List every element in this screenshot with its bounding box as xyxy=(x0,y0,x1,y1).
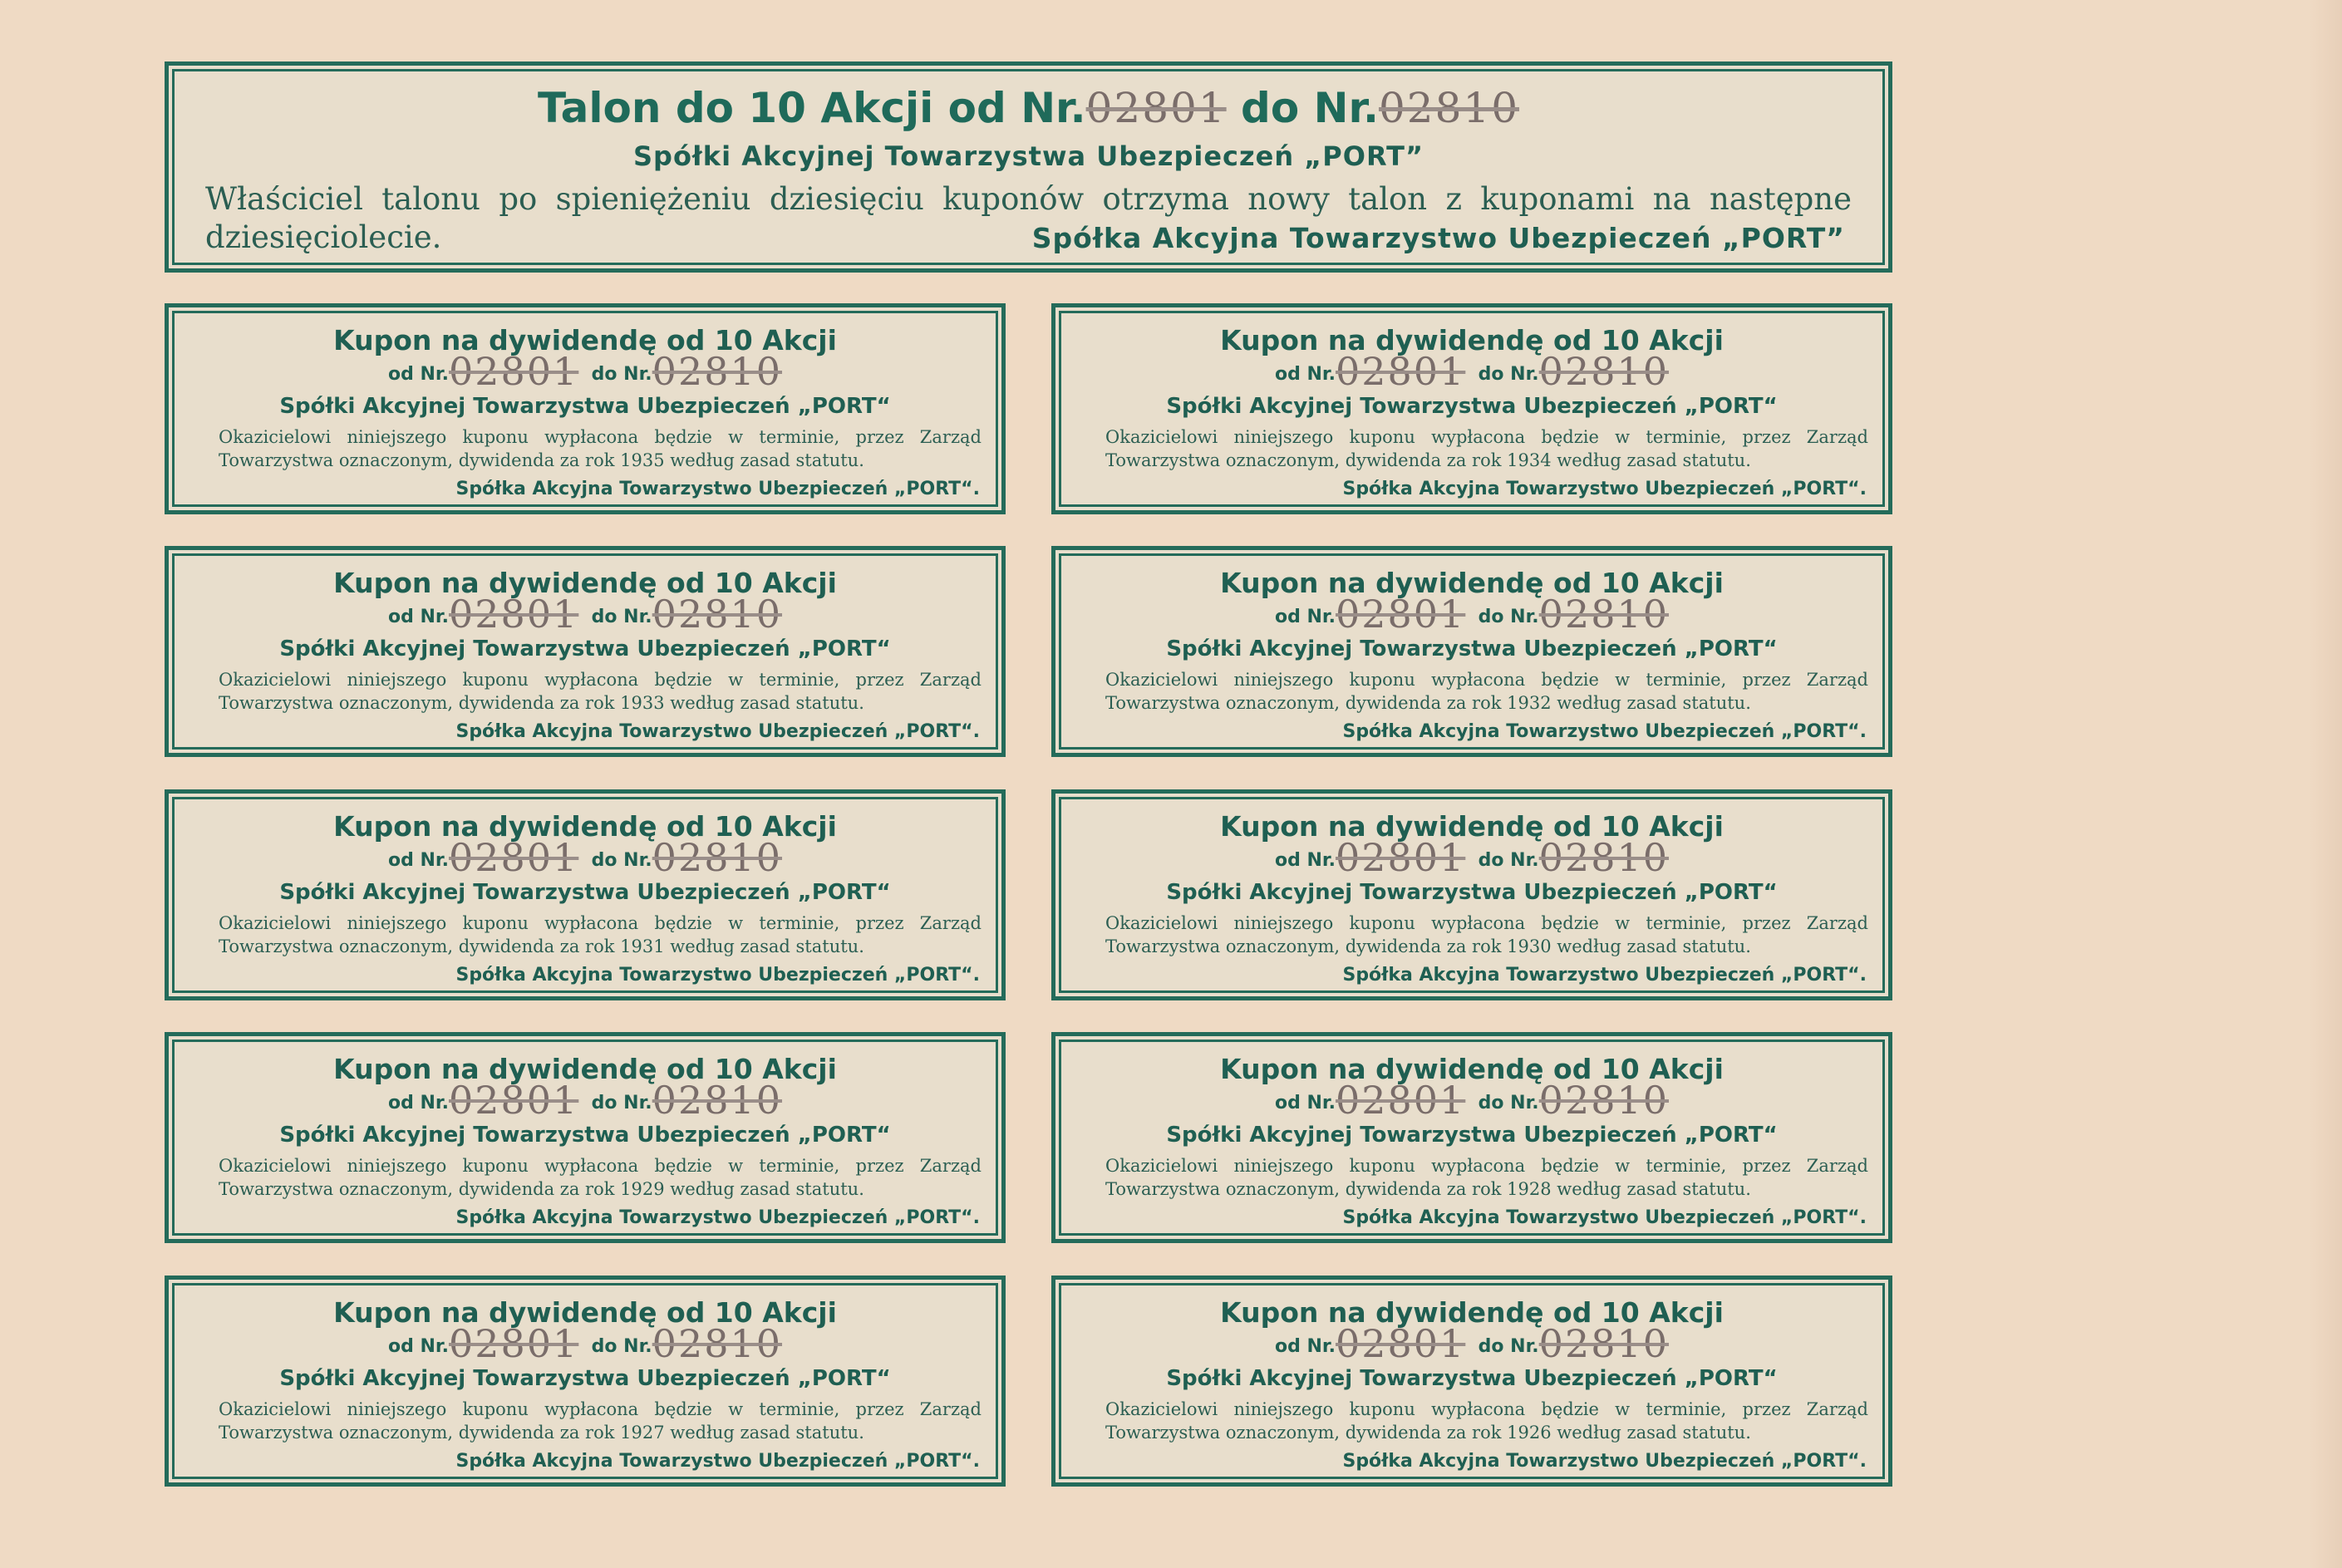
coupon-from-label: od Nr. xyxy=(387,364,449,385)
coupon-from-number: 02801 xyxy=(1335,592,1466,637)
coupon-to-number: 02810 xyxy=(652,592,783,637)
coupon-company: Spółki Akcyjnej Towarzystwa Ubezpieczeń „PORT“ xyxy=(1166,1123,1778,1148)
dividend-coupon xyxy=(1051,303,1892,514)
coupon-text: Okazicielowi niniejszego kuponu wypłacona będzie w terminie, przez Zarząd Towarzystwa oznaczonym, dywidenda za rok 1926 według zasad statutu. xyxy=(1105,1399,1868,1443)
coupon-company: Spółki Akcyjnej Towarzystwa Ubezpieczeń „PORT“ xyxy=(279,1123,891,1148)
coupon-signature: Spółka Akcyjna Towarzystwo Ubezpieczeń „PORT“. xyxy=(1342,965,1867,986)
coupon-number-range xyxy=(1055,349,1888,394)
coupon-to-number: 02810 xyxy=(1538,592,1670,637)
coupon-from-label: od Nr. xyxy=(1274,1093,1336,1113)
coupon-signature: Spółka Akcyjna Towarzystwo Ubezpieczeń „PORT“. xyxy=(1342,479,1867,499)
coupon-from-label: od Nr. xyxy=(1274,850,1336,871)
coupon-from-number: 02801 xyxy=(448,592,579,637)
dividend-coupon xyxy=(165,789,1006,1000)
coupon-to-number: 02810 xyxy=(652,1078,783,1123)
coupon-title: Kupon na dywidendę od 10 Akcji xyxy=(333,810,837,843)
coupon-company: Spółki Akcyjnej Towarzystwa Ubezpieczeń „PORT“ xyxy=(1166,880,1778,905)
coupon-company: Spółki Akcyjnej Towarzystwa Ubezpieczeń „PORT“ xyxy=(1166,394,1778,419)
coupon-from-label: od Nr. xyxy=(1274,364,1336,385)
coupon-signature: Spółka Akcyjna Towarzystwo Ubezpieczeń „PORT“. xyxy=(455,479,980,499)
dividend-coupon xyxy=(165,1032,1006,1243)
coupon-company: Spółki Akcyjnej Towarzystwa Ubezpieczeń „PORT“ xyxy=(279,1366,891,1391)
dividend-coupon xyxy=(165,1276,1006,1487)
coupon-signature: Spółka Akcyjna Towarzystwo Ubezpieczeń „PORT“. xyxy=(455,721,980,742)
coupon-from-label: od Nr. xyxy=(387,1093,449,1113)
coupon-to-number: 02810 xyxy=(1538,835,1670,880)
coupon-title: Kupon na dywidendę od 10 Akcji xyxy=(333,1296,837,1329)
dividend-coupon xyxy=(1051,1276,1892,1487)
talon-from-number: 02801 xyxy=(1085,84,1227,132)
coupon-to-label: do Nr. xyxy=(1478,364,1539,385)
coupon-number-range xyxy=(169,835,1001,880)
dividend-coupon xyxy=(1051,546,1892,757)
coupon-to-label: do Nr. xyxy=(1478,1093,1539,1113)
coupon-company: Spółki Akcyjnej Towarzystwa Ubezpieczeń „PORT“ xyxy=(279,637,891,661)
coupon-to-label: do Nr. xyxy=(591,607,652,627)
paper-edge xyxy=(2309,0,2342,1568)
coupon-text: Okazicielowi niniejszego kuponu wypłacona będzie w terminie, przez Zarząd Towarzystwa oznaczonym, dywidenda za rok 1930 według zasad statutu. xyxy=(1105,913,1868,956)
coupon-from-number: 02801 xyxy=(448,1078,579,1123)
coupon-to-label: do Nr. xyxy=(1478,1336,1539,1357)
coupon-from-number: 02801 xyxy=(1335,349,1466,394)
coupon-number-range xyxy=(1055,835,1888,880)
coupon-number-range xyxy=(169,349,1001,394)
talon-to-number: 02810 xyxy=(1378,84,1520,132)
coupon-text: Okazicielowi niniejszego kuponu wypłacona będzie w terminie, przez Zarząd Towarzystwa oznaczonym, dywidenda za rok 1934 według zasad statutu. xyxy=(1105,427,1868,470)
talon-company: Spółki Akcyjnej Towarzystwa Ubezpieczeń „PORT” xyxy=(632,140,1424,172)
dividend-coupon xyxy=(1051,789,1892,1000)
coupon-from-number: 02801 xyxy=(1335,1078,1466,1123)
coupon-title: Kupon na dywidendę od 10 Akcji xyxy=(1220,810,1724,843)
coupon-signature: Spółka Akcyjna Towarzystwo Ubezpieczeń „PORT“. xyxy=(455,965,980,986)
coupon-to-label: do Nr. xyxy=(591,1093,652,1113)
coupon-from-number: 02801 xyxy=(448,349,579,394)
coupon-signature: Spółka Akcyjna Towarzystwo Ubezpieczeń „PORT“. xyxy=(1342,721,1867,742)
dividend-coupon xyxy=(165,546,1006,757)
talon-title-prefix: Talon do 10 Akcji od Nr. xyxy=(537,84,1086,132)
coupon-text: Okazicielowi niniejszego kuponu wypłacona będzie w terminie, przez Zarząd Towarzystwa oznaczonym, dywidenda za rok 1933 według zasad statutu. xyxy=(219,670,982,713)
coupon-company: Spółki Akcyjnej Towarzystwa Ubezpieczeń „PORT“ xyxy=(279,880,891,905)
dividend-coupon xyxy=(165,303,1006,514)
coupon-title: Kupon na dywidendę od 10 Akcji xyxy=(1220,1296,1724,1329)
coupon-number-range xyxy=(1055,1078,1888,1123)
coupon-signature: Spółka Akcyjna Towarzystwo Ubezpieczeń „PORT“. xyxy=(1342,1451,1867,1472)
coupon-to-number: 02810 xyxy=(652,835,783,880)
coupon-to-number: 02810 xyxy=(1538,1078,1670,1123)
coupon-from-number: 02801 xyxy=(1335,1321,1466,1366)
coupon-number-range xyxy=(169,1321,1001,1366)
coupon-text: Okazicielowi niniejszego kuponu wypłacona będzie w terminie, przez Zarząd Towarzystwa oznaczonym, dywidenda za rok 1927 według zasad statutu. xyxy=(219,1399,982,1443)
coupon-company: Spółki Akcyjnej Towarzystwa Ubezpieczeń „PORT“ xyxy=(1166,1366,1778,1391)
coupon-number-range xyxy=(169,592,1001,637)
coupon-from-label: od Nr. xyxy=(387,1336,449,1357)
coupon-signature: Spółka Akcyjna Towarzystwo Ubezpieczeń „PORT“. xyxy=(455,1207,980,1228)
coupon-to-label: do Nr. xyxy=(591,364,652,385)
coupon-number-range xyxy=(169,1078,1001,1123)
talon-box xyxy=(165,61,1892,273)
coupon-from-label: od Nr. xyxy=(387,850,449,871)
coupon-text: Okazicielowi niniejszego kuponu wypłacona będzie w terminie, przez Zarząd Towarzystwa oznaczonym, dywidenda za rok 1931 według zasad statutu. xyxy=(219,913,982,956)
coupon-to-label: do Nr. xyxy=(1478,607,1539,627)
coupon-from-label: od Nr. xyxy=(1274,607,1336,627)
coupon-number-range xyxy=(1055,592,1888,637)
coupon-title: Kupon na dywidendę od 10 Akcji xyxy=(333,324,837,356)
coupon-signature: Spółka Akcyjna Towarzystwo Ubezpieczeń „PORT“. xyxy=(455,1451,980,1472)
coupon-signature: Spółka Akcyjna Towarzystwo Ubezpieczeń „PORT“. xyxy=(1342,1207,1867,1228)
coupon-title: Kupon na dywidendę od 10 Akcji xyxy=(1220,324,1724,356)
coupon-from-label: od Nr. xyxy=(387,607,449,627)
coupon-to-label: do Nr. xyxy=(591,850,652,871)
coupon-from-number: 02801 xyxy=(1335,835,1466,880)
dividend-coupon xyxy=(1051,1032,1892,1243)
coupon-title: Kupon na dywidendę od 10 Akcji xyxy=(1220,1053,1724,1085)
coupon-company: Spółki Akcyjnej Towarzystwa Ubezpieczeń „PORT“ xyxy=(279,394,891,419)
coupon-to-label: do Nr. xyxy=(1478,850,1539,871)
coupon-title: Kupon na dywidendę od 10 Akcji xyxy=(333,1053,837,1085)
coupon-to-number: 02810 xyxy=(652,349,783,394)
coupon-to-number: 02810 xyxy=(1538,349,1670,394)
coupon-from-number: 02801 xyxy=(448,1321,579,1366)
coupon-company: Spółki Akcyjnej Towarzystwa Ubezpieczeń „PORT“ xyxy=(1166,637,1778,661)
coupon-from-number: 02801 xyxy=(448,835,579,880)
coupon-to-number: 02810 xyxy=(652,1321,783,1366)
coupon-to-number: 02810 xyxy=(1538,1321,1670,1366)
coupon-text: Okazicielowi niniejszego kuponu wypłacona będzie w terminie, przez Zarząd Towarzystwa oznaczonym, dywidenda za rok 1932 według zasad statutu. xyxy=(1105,670,1868,713)
talon-notice: Właściciel talonu po spieniężeniu dziesięciu kuponów otrzyma nowy talon z kuponami na następne dziesięciolecie. xyxy=(205,181,1852,255)
coupon-text: Okazicielowi niniejszego kuponu wypłacona będzie w terminie, przez Zarząd Towarzystwa oznaczonym, dywidenda za rok 1928 według zasad statutu. xyxy=(1105,1156,1868,1199)
coupon-text: Okazicielowi niniejszego kuponu wypłacona będzie w terminie, przez Zarząd Towarzystwa oznaczonym, dywidenda za rok 1935 według zasad statutu. xyxy=(219,427,982,470)
coupon-number-range xyxy=(1055,1321,1888,1366)
coupon-title: Kupon na dywidendę od 10 Akcji xyxy=(1220,567,1724,599)
talon-title xyxy=(169,84,1888,132)
coupon-from-label: od Nr. xyxy=(1274,1336,1336,1357)
coupon-title: Kupon na dywidendę od 10 Akcji xyxy=(333,567,837,599)
talon-signature: Spółka Akcyjna Towarzystwo Ubezpieczeń „PORT” xyxy=(1031,222,1845,254)
coupon-text: Okazicielowi niniejszego kuponu wypłacona będzie w terminie, przez Zarząd Towarzystwa oznaczonym, dywidenda za rok 1929 według zasad statutu. xyxy=(219,1156,982,1199)
coupon-to-label: do Nr. xyxy=(591,1336,652,1357)
talon-title-mid: do Nr. xyxy=(1226,84,1379,132)
